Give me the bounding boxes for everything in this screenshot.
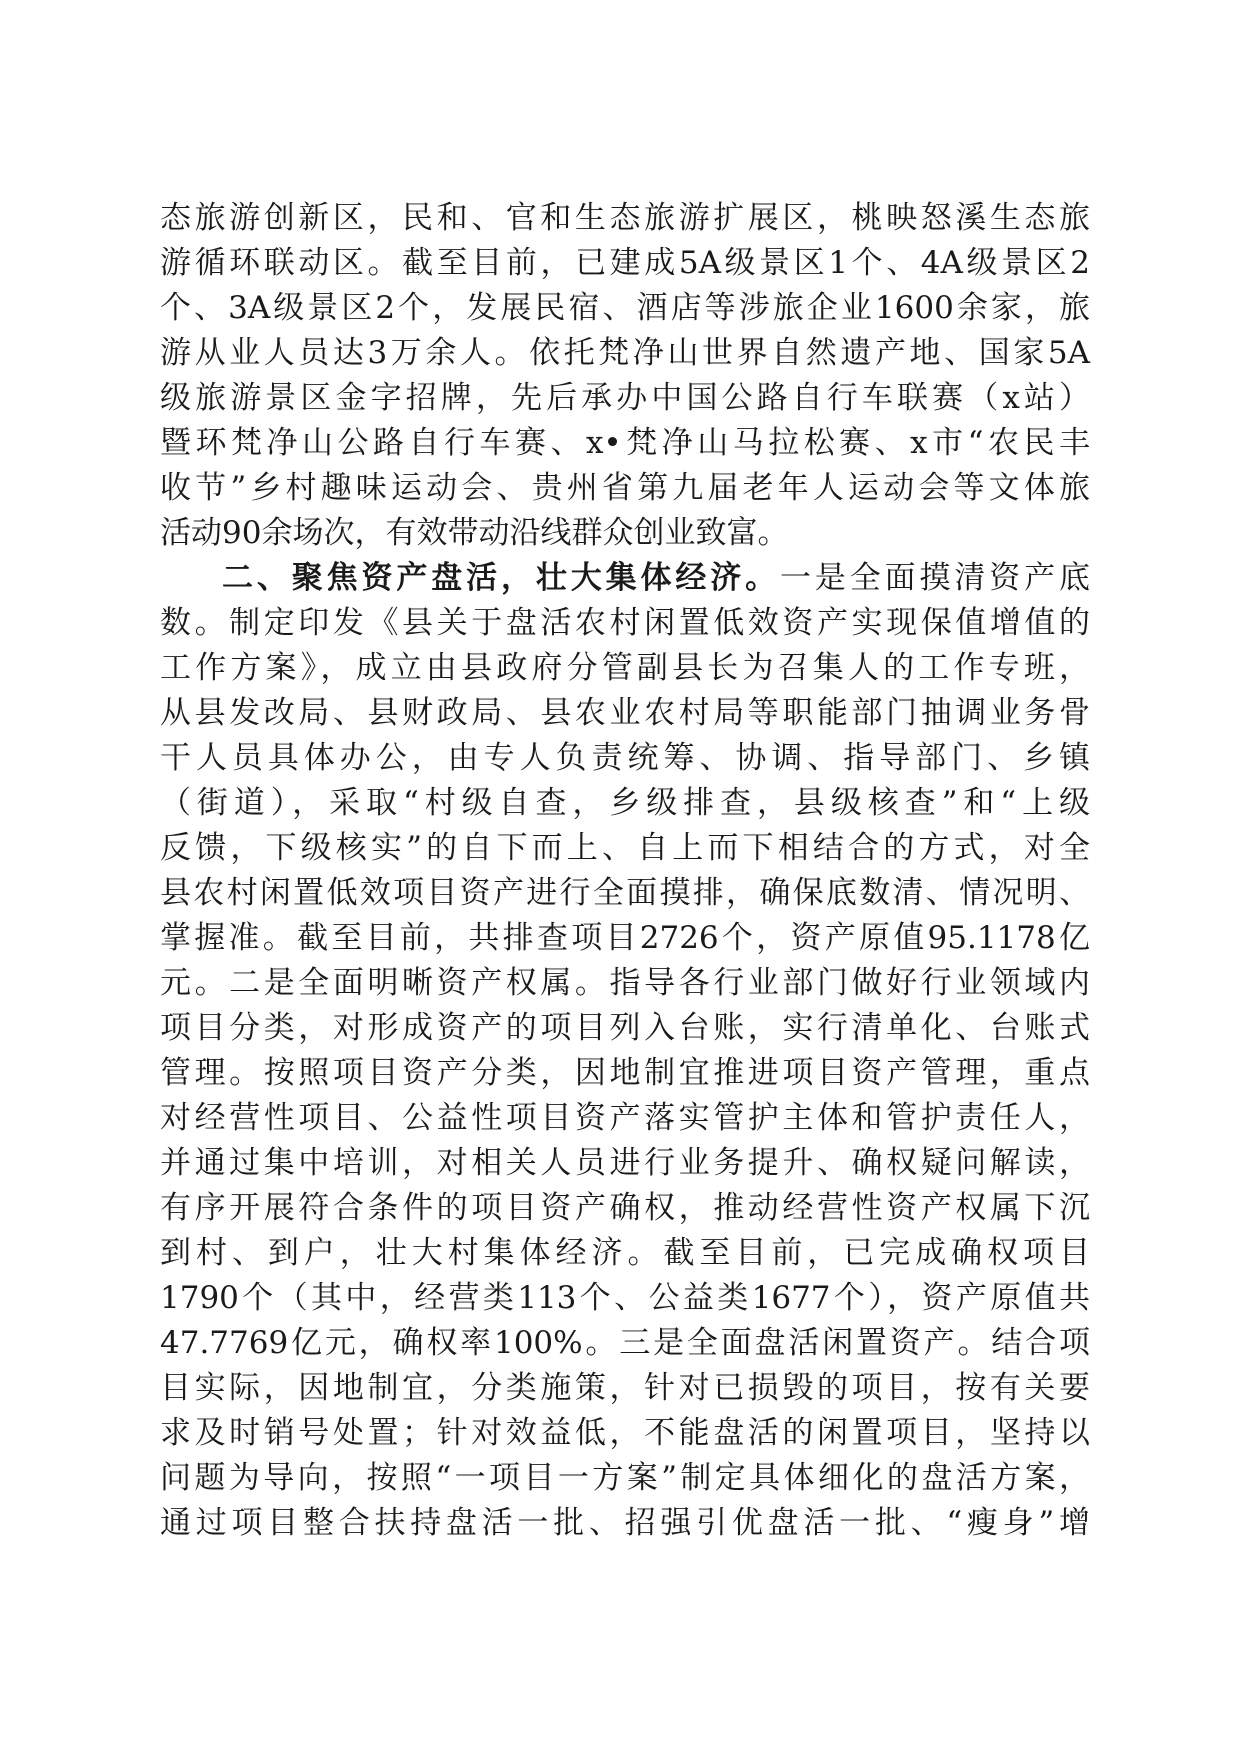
text-line: 级旅游景区金字招牌，先后承办中国公路自行车联赛（x站） bbox=[160, 380, 1090, 416]
text-line: 到村、到户，壮大村集体经济。截至目前，已完成确权项目 bbox=[160, 1235, 1090, 1271]
text-line: 1790个（其中，经营类113个、公益类1677个），资产原值共 bbox=[160, 1280, 1090, 1316]
text-line: 县农村闲置低效项目资产进行全面摸排，确保底数清、情况明、 bbox=[160, 875, 1090, 911]
text-line: 掌握准。截至目前，共排查项目2726个，资产原值95.1178亿 bbox=[160, 920, 1090, 956]
text-line: 元。二是全面明晰资产权属。指导各行业部门做好行业领域内 bbox=[160, 965, 1090, 1001]
text-line: 暨环梵净山公路自行车赛、x•梵净山马拉松赛、x市“农民丰 bbox=[160, 425, 1090, 461]
text-line: 个、3A级景区2个，发展民宿、酒店等涉旅企业1600余家，旅 bbox=[160, 290, 1090, 326]
text-line: 从县发改局、县财政局、县农业农村局等职能部门抽调业务骨 bbox=[160, 695, 1090, 731]
section-heading: 二、聚焦资产盘活，壮大集体经济。 bbox=[222, 560, 780, 596]
text-run: 一是全面摸清资产底 bbox=[780, 560, 1090, 596]
text-line: 对经营性项目、公益性项目资产落实管护主体和管护责任人， bbox=[160, 1100, 1090, 1136]
text-line: 数。制定印发《县关于盘活农村闲置低效资产实现保值增值的 bbox=[160, 605, 1090, 641]
paragraph-2-first-line bbox=[160, 556, 1090, 601]
text-line: 干人员具体办公，由专人负责统筹、协调、指导部门、乡镇 bbox=[160, 740, 1090, 776]
text-line: 目实际，因地制宜，分类施策，针对已损毁的项目，按有关要 bbox=[160, 1370, 1090, 1406]
text-line: 项目分类，对形成资产的项目列入台账，实行清单化、台账式 bbox=[160, 1010, 1090, 1046]
text-line: 反馈，下级核实”的自下而上、自上而下相结合的方式，对全 bbox=[160, 830, 1090, 866]
text-line: 收节”乡村趣味运动会、贵州省第九届老年人运动会等文体旅 bbox=[160, 470, 1090, 506]
text-line: 求及时销号处置；针对效益低，不能盘活的闲置项目，坚持以 bbox=[160, 1415, 1090, 1451]
text-line: 47.7769亿元，确权率100%。三是全面盘活闲置资产。结合项 bbox=[160, 1325, 1090, 1361]
text-line: 并通过集中培训，对相关人员进行业务提升、确权疑问解读， bbox=[160, 1145, 1090, 1181]
text-line: 通过项目整合扶持盘活一批、招强引优盘活一批、“瘦身”增 bbox=[160, 1505, 1090, 1541]
text-line: 活动90余场次，有效带动沿线群众创业致富。 bbox=[160, 515, 789, 551]
paragraph-2 bbox=[160, 556, 1090, 1546]
text-line: 态旅游创新区，民和、官和生态旅游扩展区，桃映怒溪生态旅 bbox=[160, 200, 1090, 236]
text-line: 问题为导向，按照“一项目一方案”制定具体细化的盘活方案， bbox=[160, 1460, 1090, 1496]
text-line: 有序开展符合条件的项目资产确权，推动经营性资产权属下沉 bbox=[160, 1190, 1090, 1226]
text-line: 游循环联动区。截至目前，已建成5A级景区1个、4A级景区2 bbox=[160, 245, 1090, 281]
text-line: 游从业人员达3万余人。依托梵净山世界自然遗产地、国家5A bbox=[160, 335, 1090, 371]
text-line: 管理。按照项目资产分类，因地制宜推进项目资产管理，重点 bbox=[160, 1055, 1090, 1091]
text-line: 工作方案》，成立由县政府分管副县长为召集人的工作专班， bbox=[160, 650, 1090, 686]
paragraph-1 bbox=[160, 196, 1090, 556]
body-text bbox=[160, 196, 1090, 1546]
text-line: （街道），采取“村级自查，乡级排查，县级核查”和“上级 bbox=[160, 785, 1090, 821]
